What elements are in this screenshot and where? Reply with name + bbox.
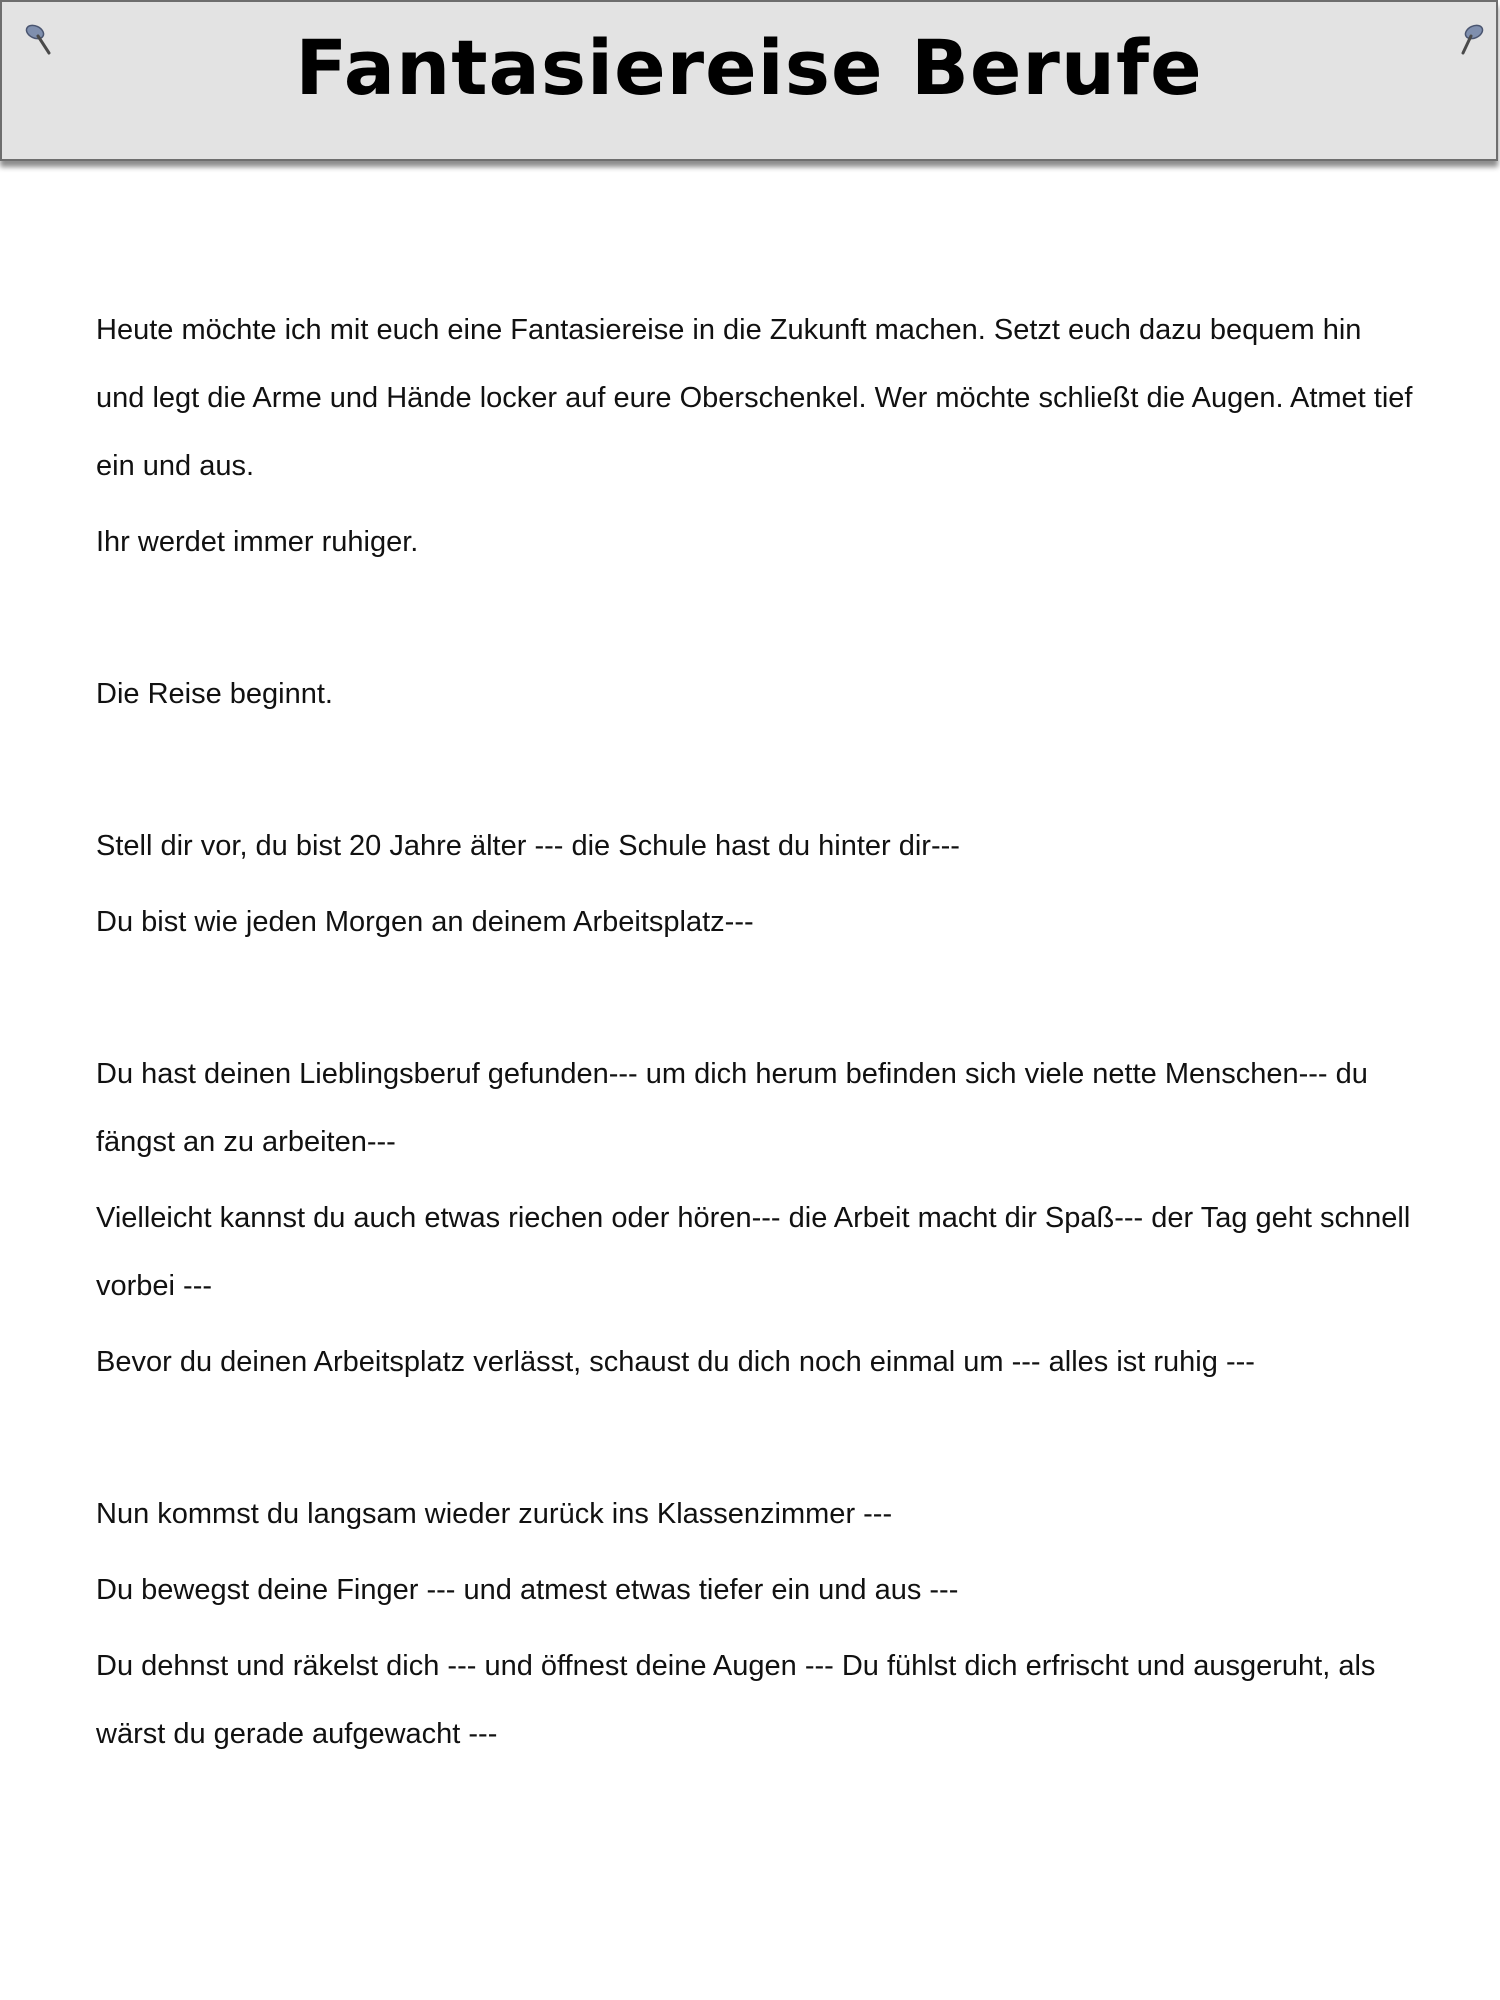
spacer [96,1404,1416,1480]
spacer [96,584,1416,660]
paragraph-senses: Vielleicht kannst du auch etwas riechen oder hören--- die Arbeit macht dir Spaß--- der Tag geht schnell vorbei --- [96,1202,1411,1302]
paragraph-leaving: Bevor du deinen Arbeitsplatz verlässt, schaust du dich noch einmal um --- alles ist ruhig --- [96,1346,1255,1378]
page-title: Fantasiereise Berufe [295,23,1203,112]
paragraph-workplace: Du bist wie jeden Morgen an deinem Arbeitsplatz--- [96,906,754,938]
title-banner [0,0,1498,161]
spacer [96,964,1416,1040]
story-text [96,296,1416,1776]
paragraph-return: Nun kommst du langsam wieder zurück ins Klassenzimmer --- [96,1498,893,1530]
spacer [96,736,1416,812]
paragraph-intro: Heute möchte ich mit euch eine Fantasiereise in die Zukunft machen. Setzt euch dazu bequem hin und legt die Arme und Hände locker auf eure Oberschenkel. Wer möchte schließt die Augen. Atmet tief ein und aus. [96,314,1413,482]
paragraph-fingers: Du bewegst deine Finger --- und atmest etwas tiefer ein und aus --- [96,1574,959,1606]
paragraph-calm: Ihr werdet immer ruhiger. [96,526,419,558]
paragraph-dream-job: Du hast deinen Lieblingsberuf gefunden--- um dich herum befinden sich viele nette Menschen--- du fängst an zu arbeiten--- [96,1058,1368,1158]
paragraph-imagine: Stell dir vor, du bist 20 Jahre älter --- die Schule hast du hinter dir--- [96,830,960,862]
paragraph-awake: Du dehnst und räkelst dich --- und öffnest deine Augen --- Du fühlst dich erfrischt und ausgeruht, als wärst du gerade aufgewacht --- [96,1650,1376,1750]
paragraph-journey-start: Die Reise beginnt. [96,678,333,710]
